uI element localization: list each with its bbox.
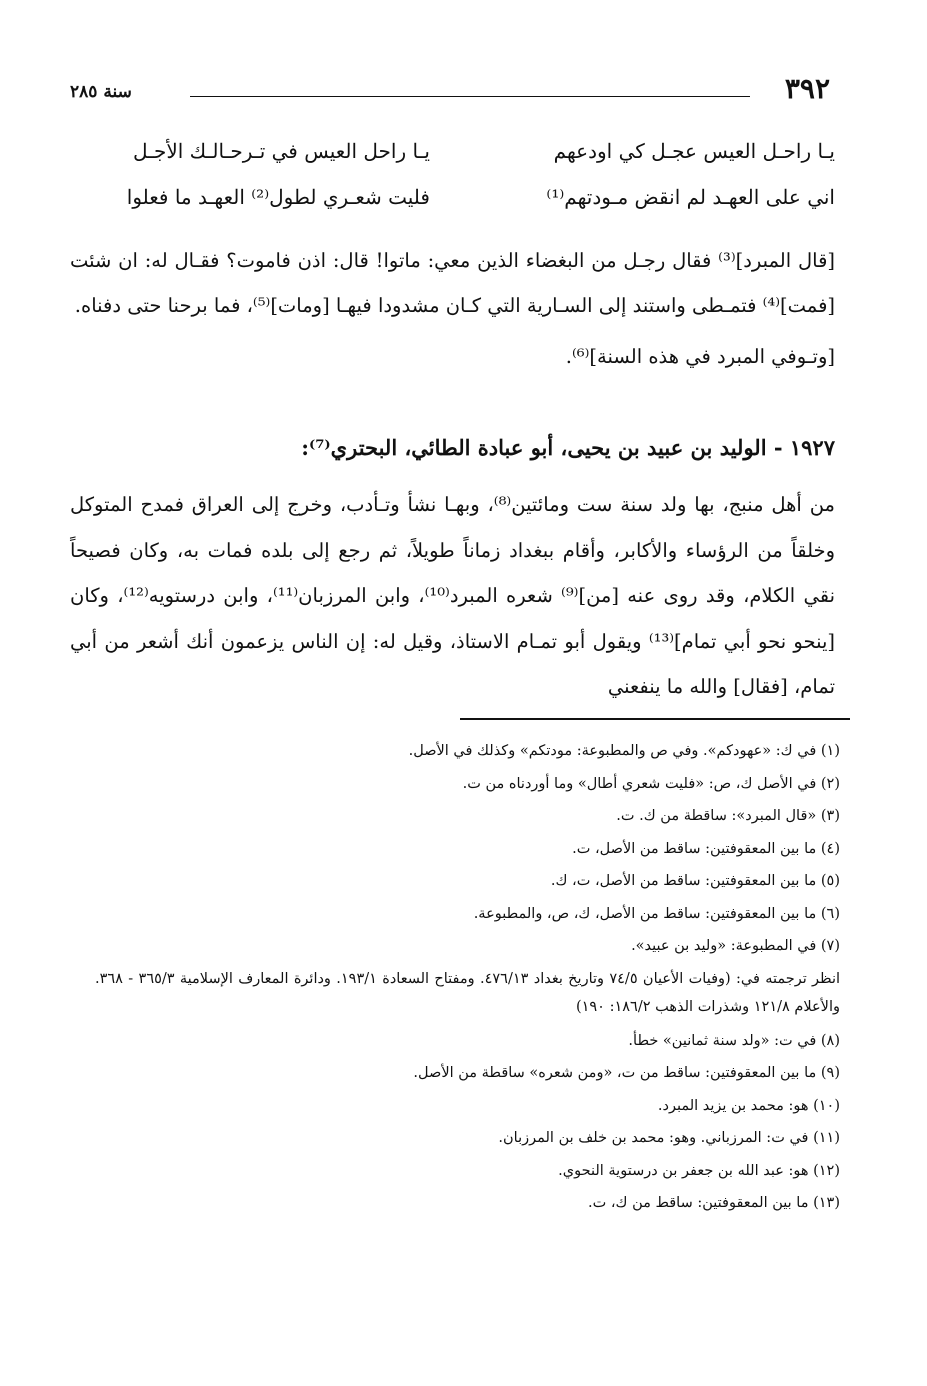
page-number: ٣٩٢ (784, 72, 830, 105)
entry-heading: ١٩٢٧ - الوليد بن عبيد بن يحيى، أبو عبادة الطائي، البحتري⁽⁷⁾: (301, 435, 835, 460)
verse-line (70, 174, 835, 220)
footnote: (١١) في ت: المرزباني. وهو: محمد بن خلف بن المرزبان. (498, 1130, 840, 1146)
footnote: (٨) في ت: «ولد سنة ثمانين» خطأ. (628, 1032, 840, 1049)
footnote: (١٢) هو: عبد الله بن جعفر بن درستوية النحوي. (558, 1162, 840, 1179)
running-header (70, 70, 830, 110)
poem-verses (70, 128, 835, 220)
year-label: سنة ٢٨٥ (70, 82, 132, 102)
body-paragraph: [وتـوفي المبرد في هذه السنة]⁽⁶⁾. (565, 345, 835, 368)
footnote: (٣) «قال المبرد»: ساقطة من ك. ت. (616, 808, 840, 824)
footnote: (١٣) ما بين المعقوفتين: ساقط من ك، ت. (587, 1195, 840, 1211)
footnote: (١٠) هو: محمد بن يزيد المبرد. (657, 1097, 840, 1114)
biography-paragraph: من أهل منبج، بها ولد سنة ست ومائتين⁽⁸⁾، وبهـا نشأ وتـأدب، وخرج إلى العراق فمدح المتوكل وخلقاً من الرؤساء والأكابر، وأقام ببغداد زماناً طويلاً، ثم رجع إلى بلده فمات به، وكان فصيحاً نقي الكلام، وقد روى عنه [من]⁽⁹⁾ شعره المبرد⁽¹⁰⁾، وابن المرزبان⁽¹¹⁾، وابن درستويه⁽¹²⁾، وكان [ينحو نحو أبي تمام]⁽¹³⁾ ويقول أبو تمـام الاستاذ، وقيل له: إن الناس يزعمون أنك أشعر من أبي تمام، [فقال] والله ما ينفعني (70, 493, 836, 698)
footnote: (٥) ما بين المعقوفتين: ساقط من الأصل، ت، ك. (550, 873, 840, 889)
header-rule (190, 96, 750, 97)
footnote: (٧) في المطبوعة: «وليد بن عبيد». (631, 938, 840, 954)
biography-text (70, 482, 835, 710)
footnote: (١) في ك: «عهودكم». وفي ص والمطبوعة: مودتكم» وكذلك في الأصل. (408, 743, 840, 759)
verse-first-hemistich: يـا راحـل العيس عجـل كي اودعهم (553, 139, 835, 163)
verse-second-hemistich: يـا راحل العيس في تـرحـالـك الأجـل (132, 139, 430, 163)
footnote: (٢) في الأصل ك، ص: «فليت شعري أطال» وما أوردناه من ت. (462, 775, 840, 792)
footnote: (٩) ما بين المعقوفتين: ساقط من ت، «ومن شعره» ساقطة من الأصل. (413, 1065, 840, 1081)
body-paragraph: [قال المبرد]⁽³⁾ فقال رجـل من البغضاء الذين معي: ماتوا! قال: اذن فاموت؟ فقـال له: ان شئت [فمت]⁽⁴⁾ فتمـطى واستند إلى السـارية التي كـان مشدودا فيهـا [ومات]⁽⁵⁾، فما برحنا حتى دفناه. (70, 249, 836, 317)
narrative-text (70, 238, 835, 379)
footnotes (95, 735, 840, 1220)
verse-line (70, 128, 835, 174)
verse-second-hemistich: فليت شعـري لطول⁽²⁾ العهـد ما فعلوا (126, 185, 430, 209)
footnote: (٤) ما بين المعقوفتين: ساقط من الأصل، ت. (572, 840, 840, 857)
footnote-separator (460, 718, 850, 720)
footnote: (٦) ما بين المعقوفتين: ساقط من الأصل، ك، ص، والمطبوعة. (473, 905, 840, 922)
verse-first-hemistich: اني على العهـد لم انقض مـودتهم⁽¹⁾ (546, 185, 835, 209)
footnote-biography-sources: انظر ترجمته في: (وفيات الأعيان ٧٤/٥ وتاريخ بغداد ٤٧٦/١٣. ومفتاح السعادة ١٩٣/١. ودائرة المعارف الإسلامية ٣٦٥/٣ - ٣٦٨. والأعلام ١٢١/٨ وشذرات الذهب ١٨٦/٢: ١٩٠) (95, 970, 841, 1015)
